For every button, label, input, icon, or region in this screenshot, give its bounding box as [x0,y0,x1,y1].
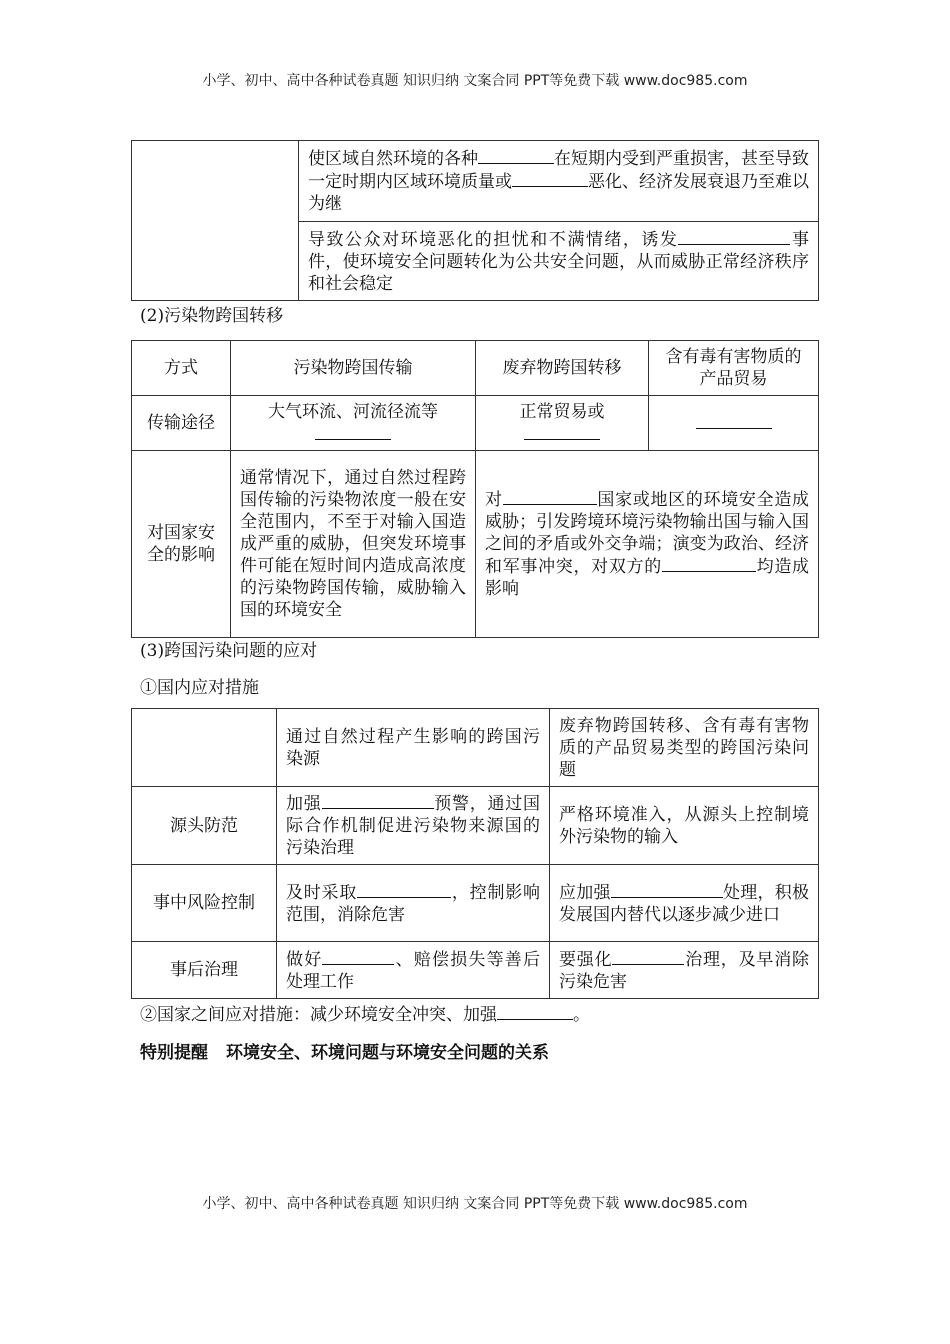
hazard-empty-cell [132,141,299,301]
transfer-header-mode: 方式 [132,341,231,396]
aftermath-natural: 做好 、赔偿损失等善后处理工作 [277,942,550,999]
route-toxic-trade [649,396,819,451]
special-tip-label: 特别提醒 [140,1043,208,1063]
transfer-header-toxic-trade: 含有毒有害物质的产品贸易 [649,341,819,396]
international-measures: ②国家之间应对措施：减少环境安全冲突、加强 。 [140,1005,590,1025]
transfer-header-pollutant: 污染物跨国传输 [231,341,476,396]
section3-title: (3)跨国污染问题的应对 [140,641,318,661]
source-prevention-natural: 加强 预警，通过国际合作机制促进污染物来源国的污染治理 [277,787,550,865]
risk-control-trade: 应加强 处理，积极发展国内替代以逐步减少进口 [550,865,819,942]
response-header-natural: 通过自然过程产生影响的跨国污染源 [277,709,550,787]
response-empty-cell [132,709,277,787]
response-table [131,708,819,999]
hazard-row2-text: 导致公众对环境恶化的担忧和不满情绪，诱发 事件，使环境安全问题转化为公共安全问题，从而威胁正常经济秩序和社会稳定 [299,222,819,301]
domestic-measures-title: ①国内应对措施 [140,678,259,698]
impact-label: 对国家安全的影响 [132,451,231,638]
route-pollutant: 大气环流、河流径流等 [231,396,476,451]
impact-pollutant: 通常情况下，通过自然过程跨国传输的污染物浓度一般在安全范围内，不至于对输入国造成严重的威胁，但突发环境事件可能在短时间内造成高浓度的污染物跨国传输，威胁输入国的环境安全 [231,451,476,638]
route-label: 传输途径 [132,396,231,451]
aftermath-label: 事后治理 [132,942,277,999]
source-prevention-trade: 严格环境准入，从源头上控制境外污染物的输入 [550,787,819,865]
risk-control-natural: 及时采取 ，控制影响范围，消除危害 [277,865,550,942]
route-waste: 正常贸易或 [476,396,649,451]
page-footer: 小学、初中、高中各种试卷真题 知识归纳 文案合同 PPT等免费下载 www.doc985.com [202,1196,748,1212]
transfer-table [131,340,819,638]
response-header-trade: 废弃物跨国转移、含有毒有害物质的产品贸易类型的跨国污染问题 [550,709,819,787]
aftermath-trade: 要强化 治理，及早消除污染危害 [550,942,819,999]
source-prevention-label: 源头防范 [132,787,277,865]
page-header: 小学、初中、高中各种试卷真题 知识归纳 文案合同 PPT等免费下载 www.doc985.com [202,73,748,89]
hazard-table [131,140,819,301]
hazard-row1-text: 使区域自然环境的各种 在短期内受到严重损害，甚至导致一定时期内区域环境质量或 恶化、经济发展衰退乃至难以为继 [299,141,819,222]
impact-waste-and-trade: 对 国家或地区的环境安全造成威胁；引发跨境环境污染物输出国与输入国之间的矛盾或外交争端；演变为政治、经济和军事冲突，对双方的 均造成影响 [476,451,819,638]
transfer-header-waste: 废弃物跨国转移 [476,341,649,396]
special-tip [140,1042,549,1065]
special-tip-text: 环境安全、环境问题与环境安全问题的关系 [226,1043,549,1063]
risk-control-label: 事中风险控制 [132,865,277,942]
section2-title: (2)污染物跨国转移 [140,306,284,326]
